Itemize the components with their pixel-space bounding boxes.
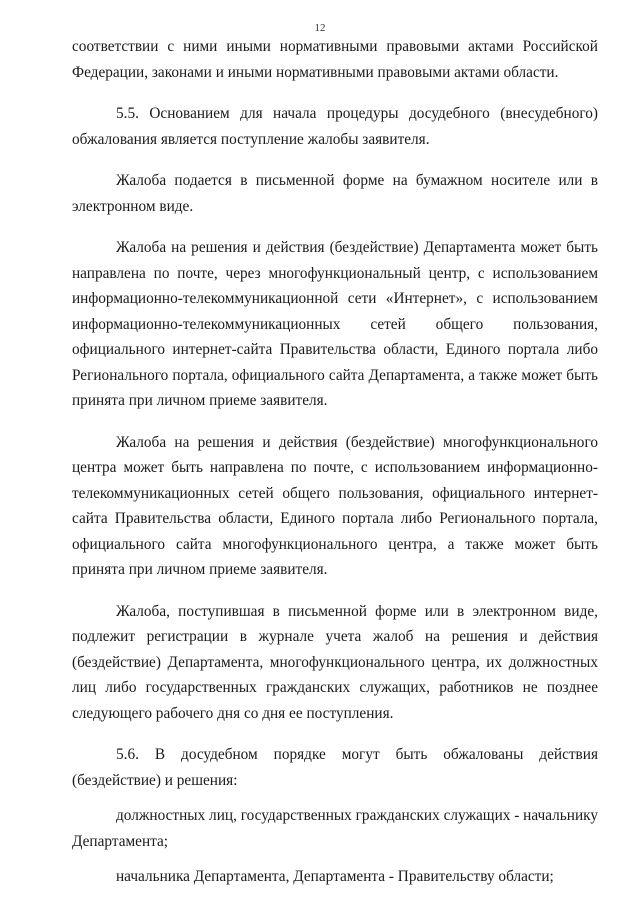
paragraph-complaint-mfc: Жалоба на решения и действия (бездействие) многофункционального центра может быть направлена по почте, с использованием информационно-телекоммуникационных сетей общего пользования, официального интернет-сайта Правительства области, Единого портала либо Регионального портала, официального сайта многофункционального центра, а также может быть принята при личном приеме заявителя. [72, 433, 598, 578]
paragraph-head-of-department: начальника Департамента, Департамента - Правительству области; [116, 868, 554, 885]
paragraph-continuation: соответствии с ними иными нормативными правовыми актами Российской Федерации, законами и иными нормативными правовыми актами области. [72, 38, 598, 81]
page-number: 12 [314, 22, 326, 34]
paragraph-complaint-department: Жалоба на решения и действия (бездействие) Департамента может быть направлена по почте, через многофункциональный центр, с использованием информационно-телекоммуникационной сети «Интернет», с использованием информационно-телекоммуникационных сетей общего пользования, официального интернет-сайта Правительства области, Единого портала либо Регионального портала, официального сайта Департамента, а также может быть принята при личном приеме заявителя. [72, 239, 598, 409]
paragraph-complaint-form: Жалоба подается в письменной форме на бумажном носителе или в электронном виде. [72, 172, 598, 215]
paragraph-5-5: 5.5. Основанием для начала процедуры досудебного (внесудебного) обжалования является поступление жалобы заявителя. [72, 105, 598, 148]
paragraph-5-6: 5.6. В досудебном порядке могут быть обжалованы действия (бездействие) и решения: [72, 746, 598, 789]
paragraph-officials: должностных лиц, государственных гражданских служащих - начальнику Департамента; [72, 807, 598, 850]
paragraph-complaint-registration: Жалоба, поступившая в письменной форме или в электронном виде, подлежит регистрации в журнале учета жалоб на решения и действия (бездействие) Департамента, многофункционального центра, их должностных лиц либо государственных гражданских служащих, работников не позднее следующего рабочего дня со дня ее поступления. [72, 602, 598, 722]
document-body [72, 34, 598, 906]
